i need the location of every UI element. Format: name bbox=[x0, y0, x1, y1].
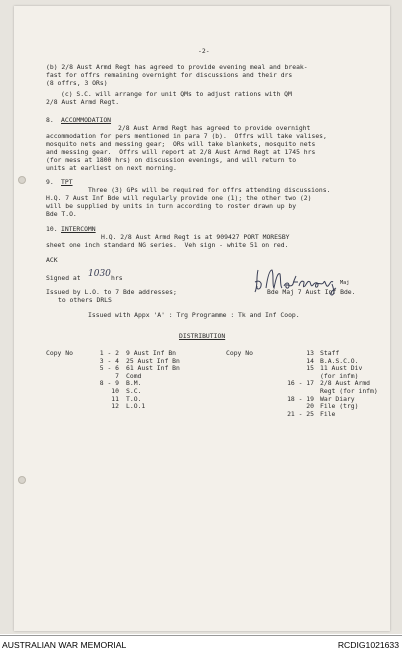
appendix-line: Issued with Appx 'A' : Trg Programme : Tk and Inf Coop. bbox=[88, 311, 300, 319]
section-line: 2/8 Aust Armd Regt has agreed to provide overnight bbox=[118, 124, 311, 132]
section-number: 8. bbox=[46, 116, 54, 124]
distribution-recipient: T.O. bbox=[126, 394, 142, 403]
distribution-copy-number: 12 bbox=[111, 402, 119, 411]
distribution-recipient: Staff bbox=[320, 349, 340, 357]
signature-rank: Maj bbox=[340, 280, 350, 286]
distribution-recipient: S.C. bbox=[126, 387, 142, 395]
para-b-line: fast for offrs remaining overnight for discussions and their drs bbox=[46, 71, 293, 79]
distribution-recipient: 25 Aust Inf Bn bbox=[126, 356, 180, 365]
archive-id: RCDIG1021633 bbox=[337, 640, 399, 650]
distribution-copy-number: 14 bbox=[306, 356, 314, 365]
distribution-copy-number: 10 bbox=[111, 387, 119, 395]
paper-sheet bbox=[14, 6, 390, 631]
section-line: Three (3) GPs will be required for offrs attending discussions. bbox=[88, 186, 331, 194]
section-line: mosquito nets and messing gear; ORs will take blankets, mosquito nets bbox=[46, 140, 316, 148]
distribution-copy-number: 1 - 2 bbox=[99, 349, 119, 357]
signed-time: 1030 bbox=[88, 269, 111, 279]
distribution-copy-number: 18 - 19 bbox=[287, 394, 314, 403]
distribution-recipient: File bbox=[320, 409, 336, 418]
distribution-copy-number: 7 bbox=[115, 371, 119, 380]
signature-title: Bde Maj 7 Aust Inf Bde. bbox=[267, 288, 356, 296]
distribution-recipient: Comd bbox=[126, 371, 142, 380]
para-b-line: (b) 2/8 Aust Armd Regt has agreed to provide evening meal and break- bbox=[46, 63, 308, 71]
distribution-heading: DISTRIBUTION bbox=[179, 332, 226, 340]
distribution-copy-number: 8 - 9 bbox=[99, 379, 119, 388]
section-heading: ACCOMMODATION bbox=[61, 116, 112, 124]
distribution-recipient: 2/8 Aust Armd bbox=[320, 379, 371, 388]
section-line: Bde T.O. bbox=[46, 210, 77, 218]
section-line: (for mess at 1800 hrs) on discussion evenings, and will return to bbox=[46, 156, 297, 164]
section-heading: INTERCOMN bbox=[61, 225, 96, 233]
handwritten-signature bbox=[252, 264, 350, 296]
distribution-copy-number: 5 - 6 bbox=[99, 364, 119, 373]
distribution-recipient: B.M. bbox=[126, 379, 142, 388]
copy-no-label: Copy No bbox=[226, 349, 253, 357]
distribution-copy-number: 21 - 25 bbox=[287, 409, 314, 418]
distribution-recipient: 9 Aust Inf Bn bbox=[126, 349, 177, 357]
signed-unit: hrs bbox=[111, 274, 123, 282]
section-line: will be supplied by units in turn according to roster drawn up by bbox=[46, 202, 297, 210]
para-b-line: (8 offrs, 3 ORs) bbox=[46, 79, 108, 87]
section-number: 10. bbox=[46, 225, 58, 233]
distribution-copy-number: 20 bbox=[306, 402, 314, 411]
distribution-recipient: (for infm) bbox=[320, 371, 359, 380]
typed-text bbox=[14, 6, 390, 631]
section-line: units at earliest on next morning. bbox=[46, 164, 177, 172]
signed-label: Signed at bbox=[46, 274, 81, 282]
section-number: 9. bbox=[46, 178, 54, 186]
copy-no-label: Copy No bbox=[46, 349, 73, 357]
issued-line: to others DRLS bbox=[58, 296, 112, 304]
section-line: sheet one inch standard NG series. Veh sign - white 51 on red. bbox=[46, 241, 289, 249]
distribution-copy-number: 3 - 4 bbox=[99, 356, 119, 365]
page-number: -2- bbox=[198, 47, 210, 55]
distribution-copy-number: 11 bbox=[111, 394, 119, 403]
section-line: H.Q. 2/8 Aust Armd Regt is at 909427 PORT MORESBY bbox=[101, 233, 290, 241]
distribution-copy-number: 13 bbox=[306, 349, 314, 357]
para-c-line: 2/8 Aust Armd Regt. bbox=[46, 98, 120, 106]
ack-label: ACK bbox=[46, 256, 58, 264]
para-c-line: (c) S.C. will arrange for unit QMs to adjust rations with QM bbox=[61, 90, 292, 98]
issued-line: Issued by L.O. to 7 Bde addresses; bbox=[46, 288, 177, 296]
section-line: and messing gear. Offrs will report at 2/8 Aust Armd Regt at 1745 hrs bbox=[46, 148, 316, 156]
distribution-copy-number: 16 - 17 bbox=[287, 379, 314, 388]
distribution-recipient: War Diary bbox=[320, 394, 355, 403]
archive-name: AUSTRALIAN WAR MEMORIAL bbox=[2, 640, 127, 650]
distribution-recipient: 11 Aust Div bbox=[320, 364, 363, 373]
section-line: H.Q. 7 Aust Inf Bde will regularly provide one (1); the other two (2) bbox=[46, 194, 312, 202]
distribution-recipient: Regt (for infm) bbox=[320, 387, 378, 395]
section-line: accommodation for pers mentioned in para 7 (b). Offrs will take valises, bbox=[46, 132, 327, 140]
section-heading: TPT bbox=[61, 178, 73, 186]
distribution-recipient: L.O.1 bbox=[126, 402, 146, 411]
distribution-recipient: File (trg) bbox=[320, 402, 359, 411]
archive-footer bbox=[0, 635, 402, 654]
distribution-recipient: B.A.S.C.O. bbox=[320, 356, 359, 365]
distribution-recipient: 61 Aust Inf Bn bbox=[126, 364, 180, 373]
distribution-copy-number: 15 bbox=[306, 364, 314, 373]
